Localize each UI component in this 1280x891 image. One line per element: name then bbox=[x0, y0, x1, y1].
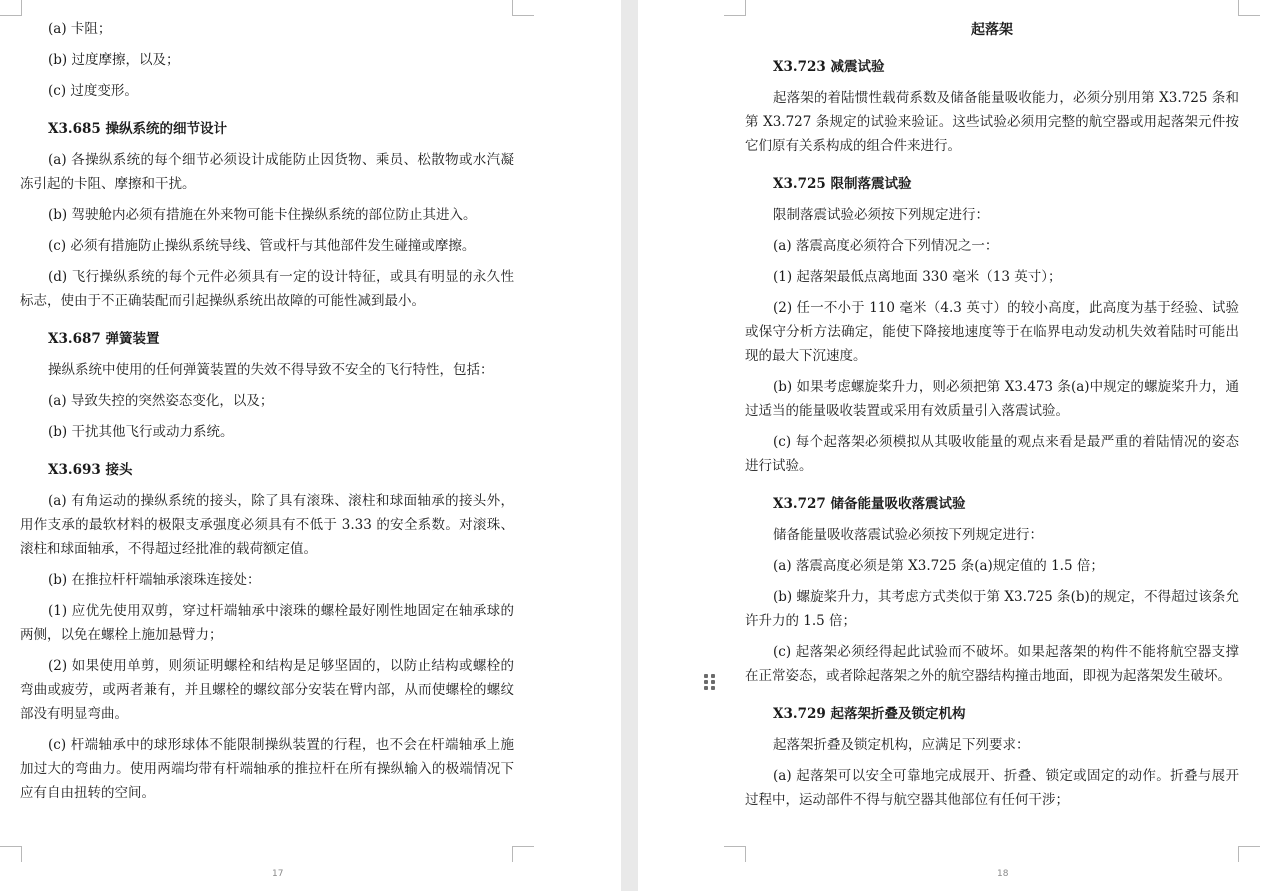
crop-mark bbox=[724, 846, 746, 862]
paragraph: (b) 驾驶舱内必须有措施在外来物可能卡住操纵系统的部位防止其进入。 bbox=[48, 207, 477, 223]
crop-mark bbox=[1238, 846, 1260, 862]
paragraph: (a) 有角运动的操纵系统的接头，除了具有滚珠、滚柱和球面轴承的接头外，用作支承的最软材料的极限支承强度必须具有不低于 3.33 的安全系数。对滚珠、滚柱和球面轴承，不得超过经批准的载荷额定值。 bbox=[20, 493, 514, 557]
crop-mark bbox=[512, 0, 534, 16]
paragraph: (a) 卡阻； bbox=[48, 21, 112, 37]
section-heading: X3.729 起落架折叠及锁定机构 bbox=[773, 706, 966, 722]
paragraph: (c) 过度变形。 bbox=[48, 83, 138, 99]
paragraph: (a) 各操纵系统的每个细节必须设计成能防止因货物、乘员、松散物或水汽凝冻引起的卡阻、摩擦和干扰。 bbox=[20, 152, 514, 192]
section-heading: X3.687 弹簧装置 bbox=[48, 331, 160, 347]
section-heading: X3.725 限制落震试验 bbox=[773, 176, 912, 192]
paragraph: (1) 起落架最低点离地面 330 毫米（13 英寸）； bbox=[773, 269, 1062, 285]
paragraph: (1) 应优先使用双剪，穿过杆端轴承中滚珠的螺栓最好刚性地固定在轴承球的两侧，以免在螺栓上施加悬臂力； bbox=[20, 603, 514, 643]
paragraph: 起落架的着陆惯性载荷系数及储备能量吸收能力，必须分别用第 X3.725 条和第 X3.727 条规定的试验来验证。这些试验必须用完整的航空器或用起落架元件按它们原有关系构成的组合件来进行。 bbox=[745, 90, 1239, 154]
paragraph: (b) 在推拉杆杆端轴承滚珠连接处： bbox=[48, 572, 261, 588]
section-heading: X3.727 储备能量吸收落震试验 bbox=[773, 496, 966, 512]
drag-handle-icon[interactable] bbox=[704, 674, 716, 692]
paragraph: (c) 起落架必须经得起此试验而不破坏。如果起落架的构件不能将航空器支撑在正常姿态，或者除起落架之外的航空器结构撞击地面，即视为起落架发生破坏。 bbox=[745, 644, 1239, 684]
paragraph: 操纵系统中使用的任何弹簧装置的失效不得导致不安全的飞行特性，包括： bbox=[48, 362, 494, 378]
paragraph: 储备能量吸收落震试验必须按下列规定进行： bbox=[773, 527, 1043, 543]
paragraph: (2) 任一不小于 110 毫米（4.3 英寸）的较小高度，此高度为基于经验、试验或保守分析方法确定，能使下降接地速度等于在临界电动发动机失效着陆时可能出现的最大下沉速度。 bbox=[745, 300, 1239, 364]
paragraph: (d) 飞行操纵系统的每个元件必须具有一定的设计特征，或具有明显的永久性标志，使由于不正确装配而引起操纵系统出故障的可能性减到最小。 bbox=[20, 269, 514, 309]
paragraph: 限制落震试验必须按下列规定进行： bbox=[773, 207, 989, 223]
paragraph: (b) 螺旋桨升力，其考虑方式类似于第 X3.725 条(b)的规定，不得超过该条允许升力的 1.5 倍； bbox=[745, 589, 1239, 629]
crop-mark bbox=[512, 846, 534, 862]
page-18 bbox=[638, 0, 1280, 891]
section-heading: X3.693 接头 bbox=[48, 462, 133, 478]
paragraph: (c) 必须有措施防止操纵系统导线、管或杆与其他部件发生碰撞或摩擦。 bbox=[48, 238, 476, 254]
paragraph: 起落架折叠及锁定机构，应满足下列要求： bbox=[773, 737, 1030, 753]
paragraph: (c) 每个起落架必须模拟从其吸收能量的观点来看是最严重的着陆情况的姿态进行试验。 bbox=[745, 434, 1239, 474]
page-body bbox=[745, 0, 1239, 819]
section-heading: X3.723 减震试验 bbox=[773, 59, 885, 75]
crop-mark bbox=[724, 0, 746, 16]
page-body bbox=[20, 0, 514, 812]
page-number: 18 bbox=[997, 869, 1009, 879]
crop-mark bbox=[0, 846, 22, 862]
paragraph: (b) 干扰其他飞行或动力系统。 bbox=[48, 424, 234, 440]
page-17 bbox=[0, 0, 621, 891]
paragraph: (2) 如果使用单剪，则须证明螺栓和结构是足够坚固的，以防止结构或螺栓的弯曲或疲劳，或两者兼有，并且螺栓的螺纹部分安装在臂内部，从而使螺栓的螺纹部没有明显弯曲。 bbox=[20, 658, 514, 722]
section-heading: X3.685 操纵系统的细节设计 bbox=[48, 121, 227, 137]
paragraph: (a) 落震高度必须符合下列情况之一： bbox=[773, 238, 999, 254]
running-head: 起落架 bbox=[971, 22, 1013, 38]
paragraph: (a) 起落架可以安全可靠地完成展开、折叠、锁定或固定的动作。折叠与展开过程中，运动部件不得与航空器其他部位有任何干涉； bbox=[745, 768, 1239, 808]
crop-mark bbox=[1238, 0, 1260, 16]
paragraph: (b) 如果考虑螺旋桨升力，则必须把第 X3.473 条(a)中规定的螺旋桨升力，通过适当的能量吸收装置或采用有效质量引入落震试验。 bbox=[745, 379, 1239, 419]
paragraph: (a) 落震高度必须是第 X3.725 条(a)规定值的 1.5 倍； bbox=[773, 558, 1104, 574]
paragraph: (c) 杆端轴承中的球形球体不能限制操纵装置的行程，也不会在杆端轴承上施加过大的弯曲力。使用两端均带有杆端轴承的推拉杆在所有操纵输入的极端情况下应有自由扭转的空间。 bbox=[20, 737, 514, 801]
page-number: 17 bbox=[272, 869, 284, 879]
paragraph: (b) 过度摩擦，以及； bbox=[48, 52, 180, 68]
paragraph: (a) 导致失控的突然姿态变化，以及； bbox=[48, 393, 274, 409]
crop-mark bbox=[0, 0, 22, 16]
